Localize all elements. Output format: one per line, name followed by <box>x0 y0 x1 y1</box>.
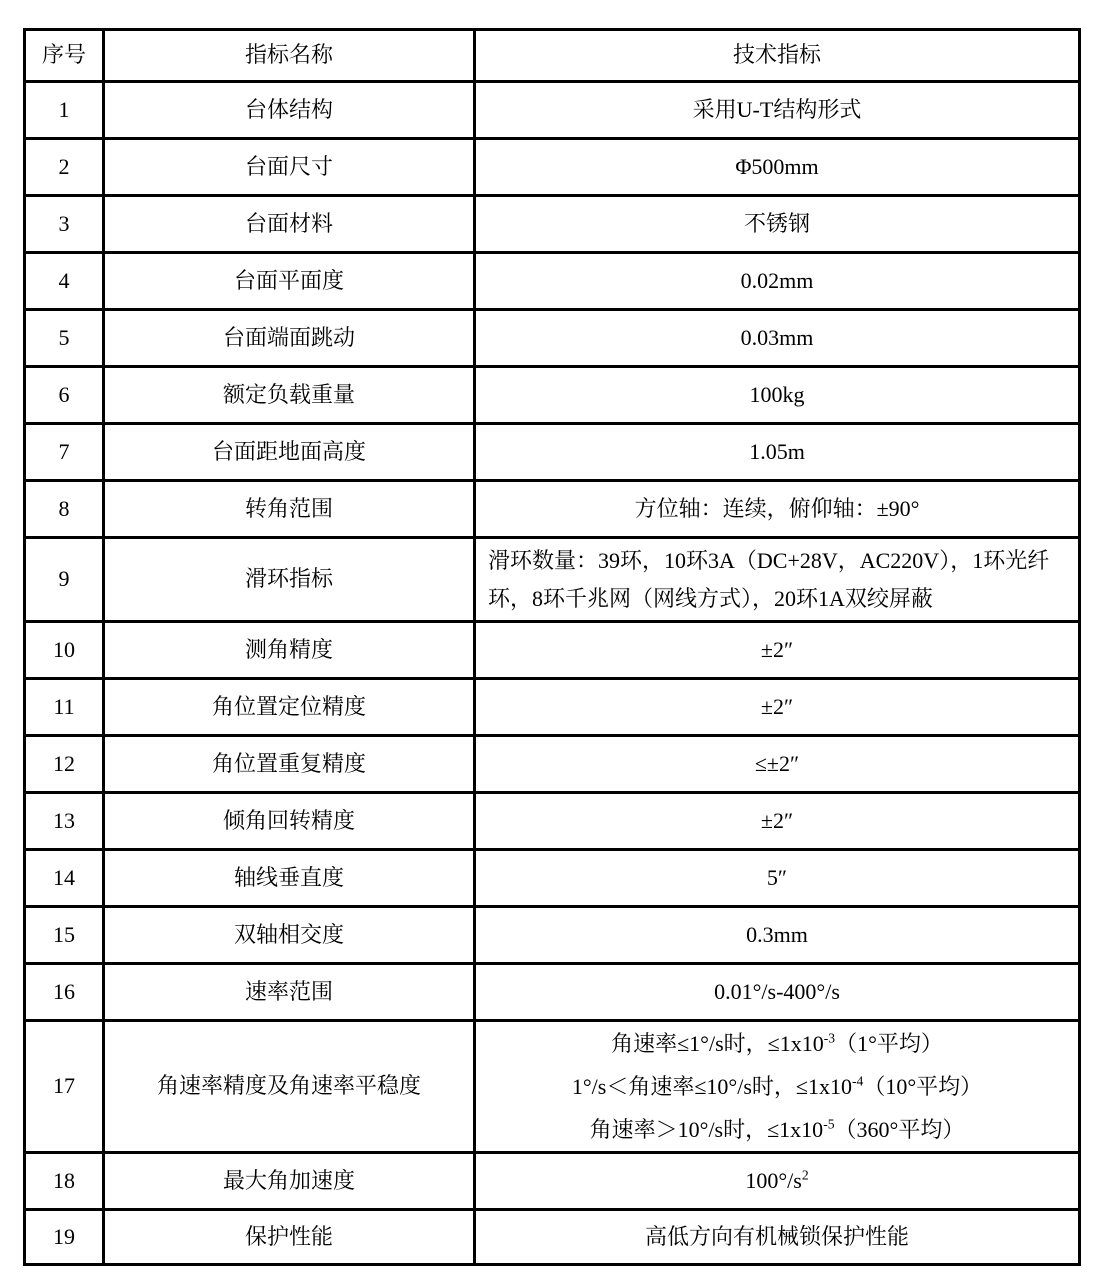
indicator-name-cell: 角速率精度及角速率平稳度 <box>104 1021 475 1153</box>
spec-table <box>23 28 1081 1266</box>
table-row <box>25 139 1080 196</box>
tech-spec-cell: ≤±2″ <box>475 736 1080 793</box>
tech-spec-cell: 0.3mm <box>475 907 1080 964</box>
row-seq-cell: 1 <box>25 82 104 139</box>
table-row <box>25 622 1080 679</box>
indicator-name-cell: 测角精度 <box>104 622 475 679</box>
tech-spec-cell: Φ500mm <box>475 139 1080 196</box>
indicator-name-cell: 台面尺寸 <box>104 139 475 196</box>
indicator-name-cell: 双轴相交度 <box>104 907 475 964</box>
indicator-name-cell: 轴线垂直度 <box>104 850 475 907</box>
tech-spec-cell: ±2″ <box>475 793 1080 850</box>
table-row <box>25 310 1080 367</box>
indicator-name-cell: 台面端面跳动 <box>104 310 475 367</box>
tech-spec-cell: ±2″ <box>475 679 1080 736</box>
tech-spec-cell: 0.02mm <box>475 253 1080 310</box>
tech-spec-cell: 0.03mm <box>475 310 1080 367</box>
indicator-name-cell: 台体结构 <box>104 82 475 139</box>
row-seq-cell: 19 <box>25 1210 104 1265</box>
row-seq-cell: 18 <box>25 1153 104 1210</box>
row-seq-cell: 7 <box>25 424 104 481</box>
row-seq-cell: 2 <box>25 139 104 196</box>
tech-spec-cell: 1.05m <box>475 424 1080 481</box>
tech-spec-cell <box>475 1021 1080 1153</box>
tech-spec-cell: 0.01°/s-400°/s <box>475 964 1080 1021</box>
indicator-name-cell: 角位置定位精度 <box>104 679 475 736</box>
table-row <box>25 424 1080 481</box>
row-seq-cell: 5 <box>25 310 104 367</box>
indicator-name-cell: 最大角加速度 <box>104 1153 475 1210</box>
row-seq-cell: 6 <box>25 367 104 424</box>
table-row <box>25 481 1080 538</box>
header-indicator-name: 指标名称 <box>104 30 475 82</box>
table-row <box>25 736 1080 793</box>
indicator-name-cell: 台面材料 <box>104 196 475 253</box>
table-row <box>25 679 1080 736</box>
spec-value-line: 角速率＞10°/s时，$\le 1x10^{-5}(360^\circ$平均） <box>589 1116 965 1142</box>
tech-spec-cell: 5″ <box>475 850 1080 907</box>
table-row <box>25 850 1080 907</box>
row-seq-cell: 4 <box>25 253 104 310</box>
table-row <box>25 367 1080 424</box>
row-seq-cell: 17 <box>25 1021 104 1153</box>
table-row <box>25 538 1080 622</box>
row-seq-cell: 9 <box>25 538 104 622</box>
row-seq-cell: 13 <box>25 793 104 850</box>
tech-spec-cell: 不锈钢 <box>475 196 1080 253</box>
table-row <box>25 907 1080 964</box>
table-row <box>25 1021 1080 1153</box>
indicator-name-cell: 角位置重复精度 <box>104 736 475 793</box>
tech-spec-cell: 采用U-T结构形式 <box>475 82 1080 139</box>
row-seq-cell: 8 <box>25 481 104 538</box>
table-header-row <box>25 30 1080 82</box>
table-row <box>25 82 1080 139</box>
row-seq-cell: 12 <box>25 736 104 793</box>
tech-spec-cell: ±2″ <box>475 622 1080 679</box>
row-seq-cell: 3 <box>25 196 104 253</box>
header-tech-spec: 技术指标 <box>475 30 1080 82</box>
indicator-name-cell: 保护性能 <box>104 1210 475 1265</box>
indicator-name-cell: 倾角回转精度 <box>104 793 475 850</box>
tech-spec-cell: 100kg <box>475 367 1080 424</box>
indicator-name-cell: 速率范围 <box>104 964 475 1021</box>
table-row <box>25 793 1080 850</box>
spec-value-line: 1°/s＜角速率≤10°/s时，$\le 1x10^{-4}(10^\circ$平均） <box>571 1073 983 1099</box>
spec-value-line: 角速率≤1°/s时，$\le 1x10^{-3}(1^\circ$平均） <box>611 1030 943 1056</box>
indicator-name-cell: 台面距地面高度 <box>104 424 475 481</box>
row-seq-cell: 14 <box>25 850 104 907</box>
row-seq-cell: 15 <box>25 907 104 964</box>
table-row <box>25 253 1080 310</box>
table-row <box>25 964 1080 1021</box>
table-row <box>25 1210 1080 1265</box>
tech-spec-cell: 滑环数量：39环，10环3A（DC+28V，AC220V），1环光纤环，8环千兆网（网线方式），20环1A双绞屏蔽 <box>475 538 1080 622</box>
row-seq-cell: 16 <box>25 964 104 1021</box>
table-row <box>25 1153 1080 1210</box>
tech-spec-cell: $100^\circ/s^2$ <box>475 1153 1080 1210</box>
table-row <box>25 196 1080 253</box>
indicator-name-cell: 额定负载重量 <box>104 367 475 424</box>
indicator-name-cell: 转角范围 <box>104 481 475 538</box>
row-seq-cell: 10 <box>25 622 104 679</box>
tech-spec-cell: 高低方向有机械锁保护性能 <box>475 1210 1080 1265</box>
header-seq: 序号 <box>25 30 104 82</box>
row-seq-cell: 11 <box>25 679 104 736</box>
tech-spec-cell: 方位轴：连续，俯仰轴：±90° <box>475 481 1080 538</box>
indicator-name-cell: 台面平面度 <box>104 253 475 310</box>
indicator-name-cell: 滑环指标 <box>104 538 475 622</box>
